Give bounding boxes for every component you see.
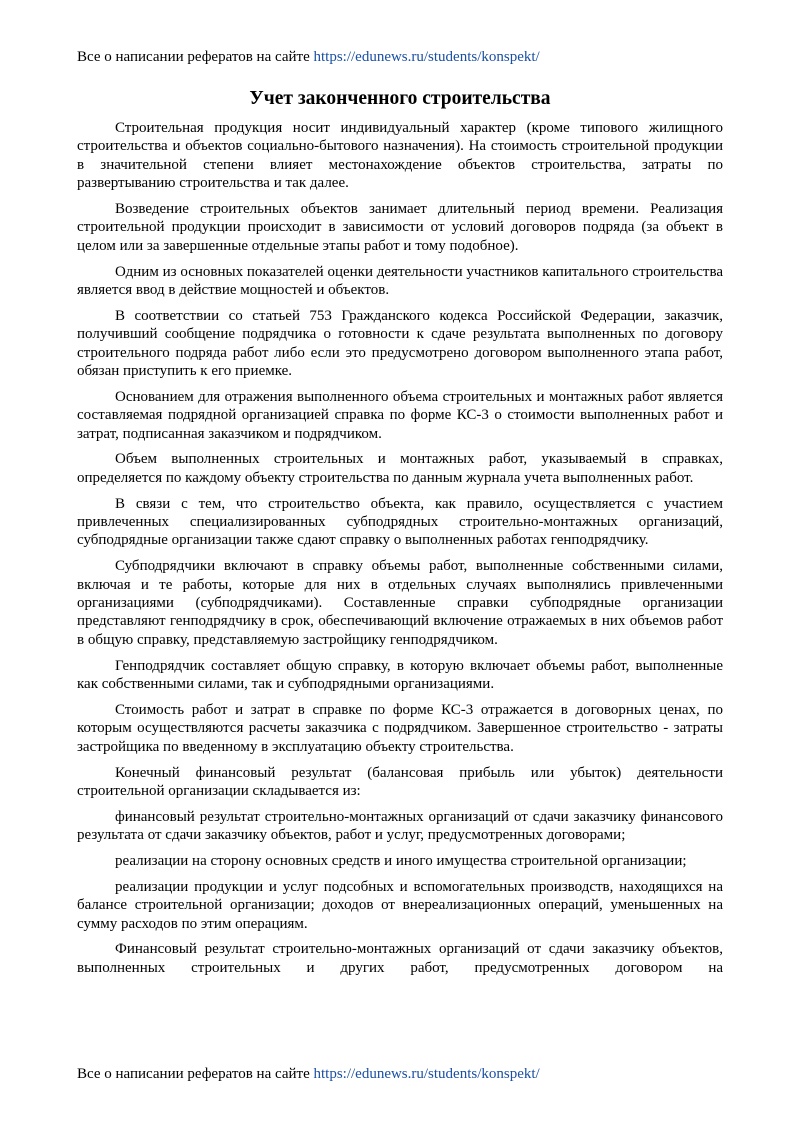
paragraph: Одним из основных показателей оценки деятельности участников капитального строительства является ввод в действие мощностей и объектов. xyxy=(77,263,723,299)
paragraph: Строительная продукция носит индивидуальный характер (кроме типового жилищного строительства и объектов социально-бытового назначения). На стоимость строительной продукции в значительной степени влияет местонахождение объектов строительства, затраты по развертыванию строительства и так далее. xyxy=(77,120,723,192)
paragraph: Возведение строительных объектов занимает длительный период времени. Реализация строительной продукции происходит в зависимости от условий договоров подряда (за объект в целом или за завершенные отдельные этапы работ и тому подобное). xyxy=(77,201,723,254)
paragraph: Финансовый результат строительно-монтажных организаций от сдачи заказчику объектов, выполненных строительных и других работ, предусмотренных договором на xyxy=(77,941,723,976)
paragraph: Конечный финансовый результат (балансовая прибыль или убыток) деятельности строительной организации складывается из: xyxy=(77,764,723,799)
paragraph: В связи с тем, что строительство объекта, как правило, осуществляется с участием привлеченных специализированных субподрядных строительно-монтажных организаций, субподрядные организации также сдают справку о выполненных работах генподрядчику. xyxy=(77,495,723,549)
paragraph: финансовый результат строительно-монтажных организаций от сдачи заказчику финансового результата от сдачи заказчику объектов, работ и услуг, предусмотренных договорами; xyxy=(77,808,723,844)
header-text: Все о написании рефератов на сайте xyxy=(77,49,314,65)
paragraph: В соответствии со статьей 753 Гражданского кодекса Российской Федерации, заказчик, получивший сообщение подрядчика о готовности к сдаче результата выполненных по договору строительного подряда работ либо если это предусмотрено договором выполненного этапа работ, обязан приступить к его приемке. xyxy=(77,307,723,380)
header-link[interactable]: https://edunews.ru/students/konspekt/ xyxy=(313,49,540,65)
document-title: Учет законченного строительства xyxy=(249,88,551,109)
document-body xyxy=(77,119,723,985)
paragraph: Основанием для отражения выполненного объема строительных и монтажных работ является составляемая подрядной организацией справка по форме КС-3 о стоимости выполненных работ и затрат, подписанная заказчиком и подрядчиком. xyxy=(77,388,723,442)
paragraph: реализации продукции и услуг подсобных и вспомогательных производств, находящихся на балансе строительной организации; доходов от внереализационных операций, уменьшенных на сумму расходов по этим операциям. xyxy=(77,878,723,932)
paragraph: Стоимость работ и затрат в справке по форме КС-3 отражается в договорных ценах, по которым осуществляются расчеты заказчика с подрядчиком. Завершенное строительство - затраты застройщика по введенному в эксплуатацию объекту строительства. xyxy=(77,701,723,755)
page-header xyxy=(77,48,540,66)
footer-link[interactable]: https://edunews.ru/students/konspekt/ xyxy=(313,1066,540,1082)
page-footer xyxy=(77,1065,540,1083)
footer-text: Все о написании рефератов на сайте xyxy=(77,1066,314,1082)
paragraph: Субподрядчики включают в справку объемы работ, выполненные собственными силами, включая и те работы, которые для них в отдельных случаях выполнялись привлеченными организациями (субподрядчиками). Составленные справки субподрядные организации представляют генподрядчику в срок, обеспечивающий включение отражаемых в них объемов работ в общую справку, представляемую застройщику генподрядчиком. xyxy=(77,558,723,648)
paragraph: реализации на сторону основных средств и иного имущества строительной организации; xyxy=(115,852,687,869)
paragraph: Объем выполненных строительных и монтажных работ, указываемый в справках, определяется по каждому объекту строительства по данным журнала учета выполненных работ. xyxy=(77,451,723,486)
paragraph: Генподрядчик составляет общую справку, в которую включает объемы работ, выполненные как собственными силами, так и субподрядными организациями. xyxy=(77,657,723,693)
